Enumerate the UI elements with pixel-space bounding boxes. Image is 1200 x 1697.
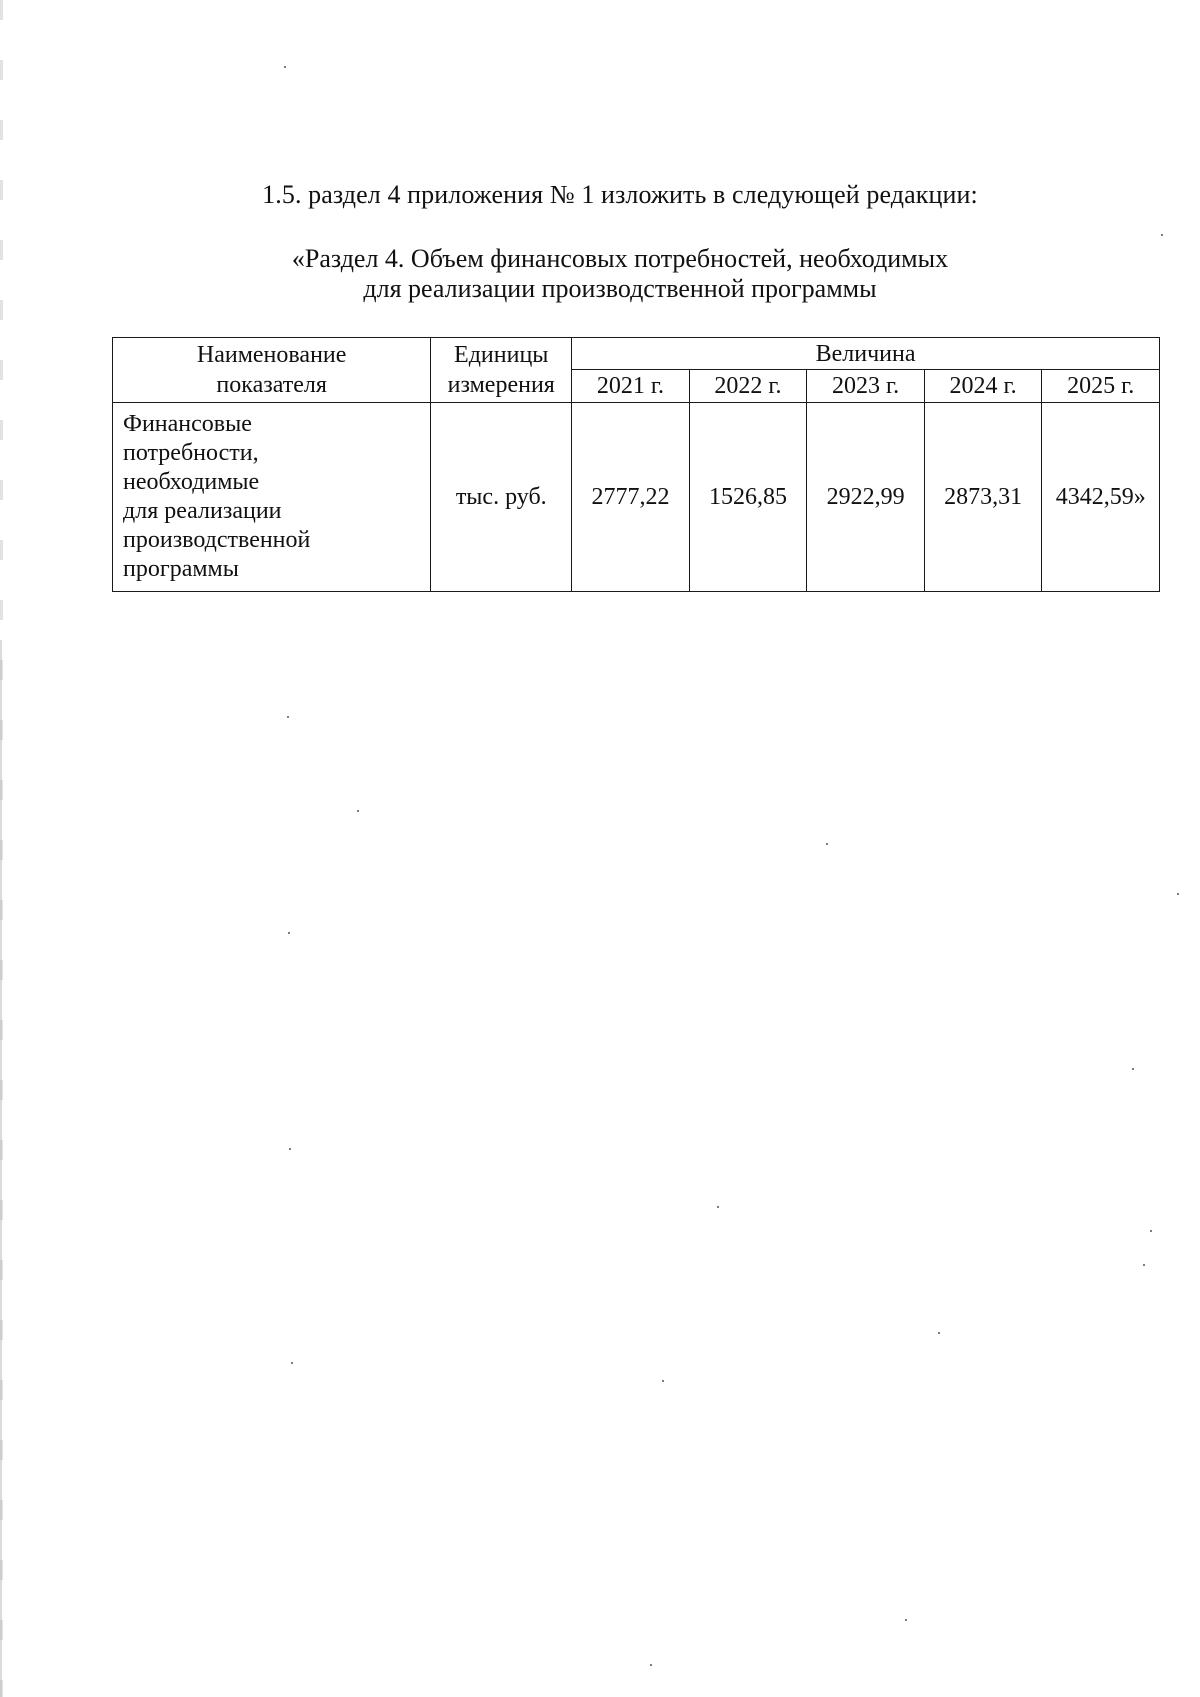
header-indicator-name-line-1: Наименование <box>196 342 347 368</box>
value-2025: 4342,59» <box>1042 403 1160 592</box>
row-name-line: потребности, <box>123 440 259 466</box>
header-units-line-2: измерения <box>447 372 555 398</box>
header-year-2021: 2021 г. <box>572 370 690 403</box>
scan-speck <box>1150 1230 1152 1232</box>
table-header-row-1 <box>113 338 1160 370</box>
scan-speck <box>291 1362 293 1364</box>
header-year-2022: 2022 г. <box>689 370 807 403</box>
header-indicator-name-line-2: показателя <box>216 372 327 398</box>
header-units-line-1: Единицы <box>454 342 549 368</box>
scan-speck <box>938 1332 940 1334</box>
intro-paragraph: 1.5. раздел 4 приложения № 1 изложить в следующей редакции: <box>262 180 978 209</box>
scan-speck <box>662 1380 664 1382</box>
scan-speck <box>288 932 290 934</box>
scan-speck <box>905 1619 907 1621</box>
table-row <box>113 403 1160 592</box>
section-heading-line-2: для реализации производственной программы <box>363 274 877 303</box>
scan-speck <box>1132 1068 1134 1070</box>
scan-speck <box>1161 234 1163 236</box>
header-units <box>431 338 572 403</box>
financial-needs-table <box>112 337 1160 592</box>
row-unit: тыс. руб. <box>431 403 572 592</box>
scan-speck <box>289 1148 291 1150</box>
scan-speck <box>284 66 286 68</box>
row-name-line: программы <box>123 556 239 582</box>
row-name-line: Финансовые <box>123 411 252 437</box>
header-value-group: Величина <box>572 338 1160 370</box>
scan-speck <box>826 843 828 845</box>
row-name-line: необходимые <box>123 469 260 495</box>
scan-speck <box>1143 1264 1145 1266</box>
value-2022: 1526,85 <box>689 403 807 592</box>
header-indicator-name <box>113 338 431 403</box>
scan-speck <box>287 716 289 718</box>
scan-edge-line <box>0 640 2 1697</box>
scan-speck <box>650 1664 652 1666</box>
row-indicator-name <box>113 403 431 592</box>
header-year-2024: 2024 г. <box>924 370 1042 403</box>
value-2024: 2873,31 <box>924 403 1042 592</box>
scan-speck <box>357 810 359 812</box>
scan-speck <box>717 1206 719 1208</box>
row-name-line: для реализации <box>123 498 282 524</box>
header-year-2023: 2023 г. <box>807 370 925 403</box>
value-2023: 2922,99 <box>807 403 925 592</box>
section-heading <box>0 244 1200 304</box>
value-2021: 2777,22 <box>572 403 690 592</box>
row-name-line: производственной <box>123 527 311 553</box>
section-heading-line-1: «Раздел 4. Объем финансовых потребностей, необходимых <box>291 244 949 273</box>
scan-speck <box>1177 893 1179 895</box>
header-year-2025: 2025 г. <box>1042 370 1160 403</box>
